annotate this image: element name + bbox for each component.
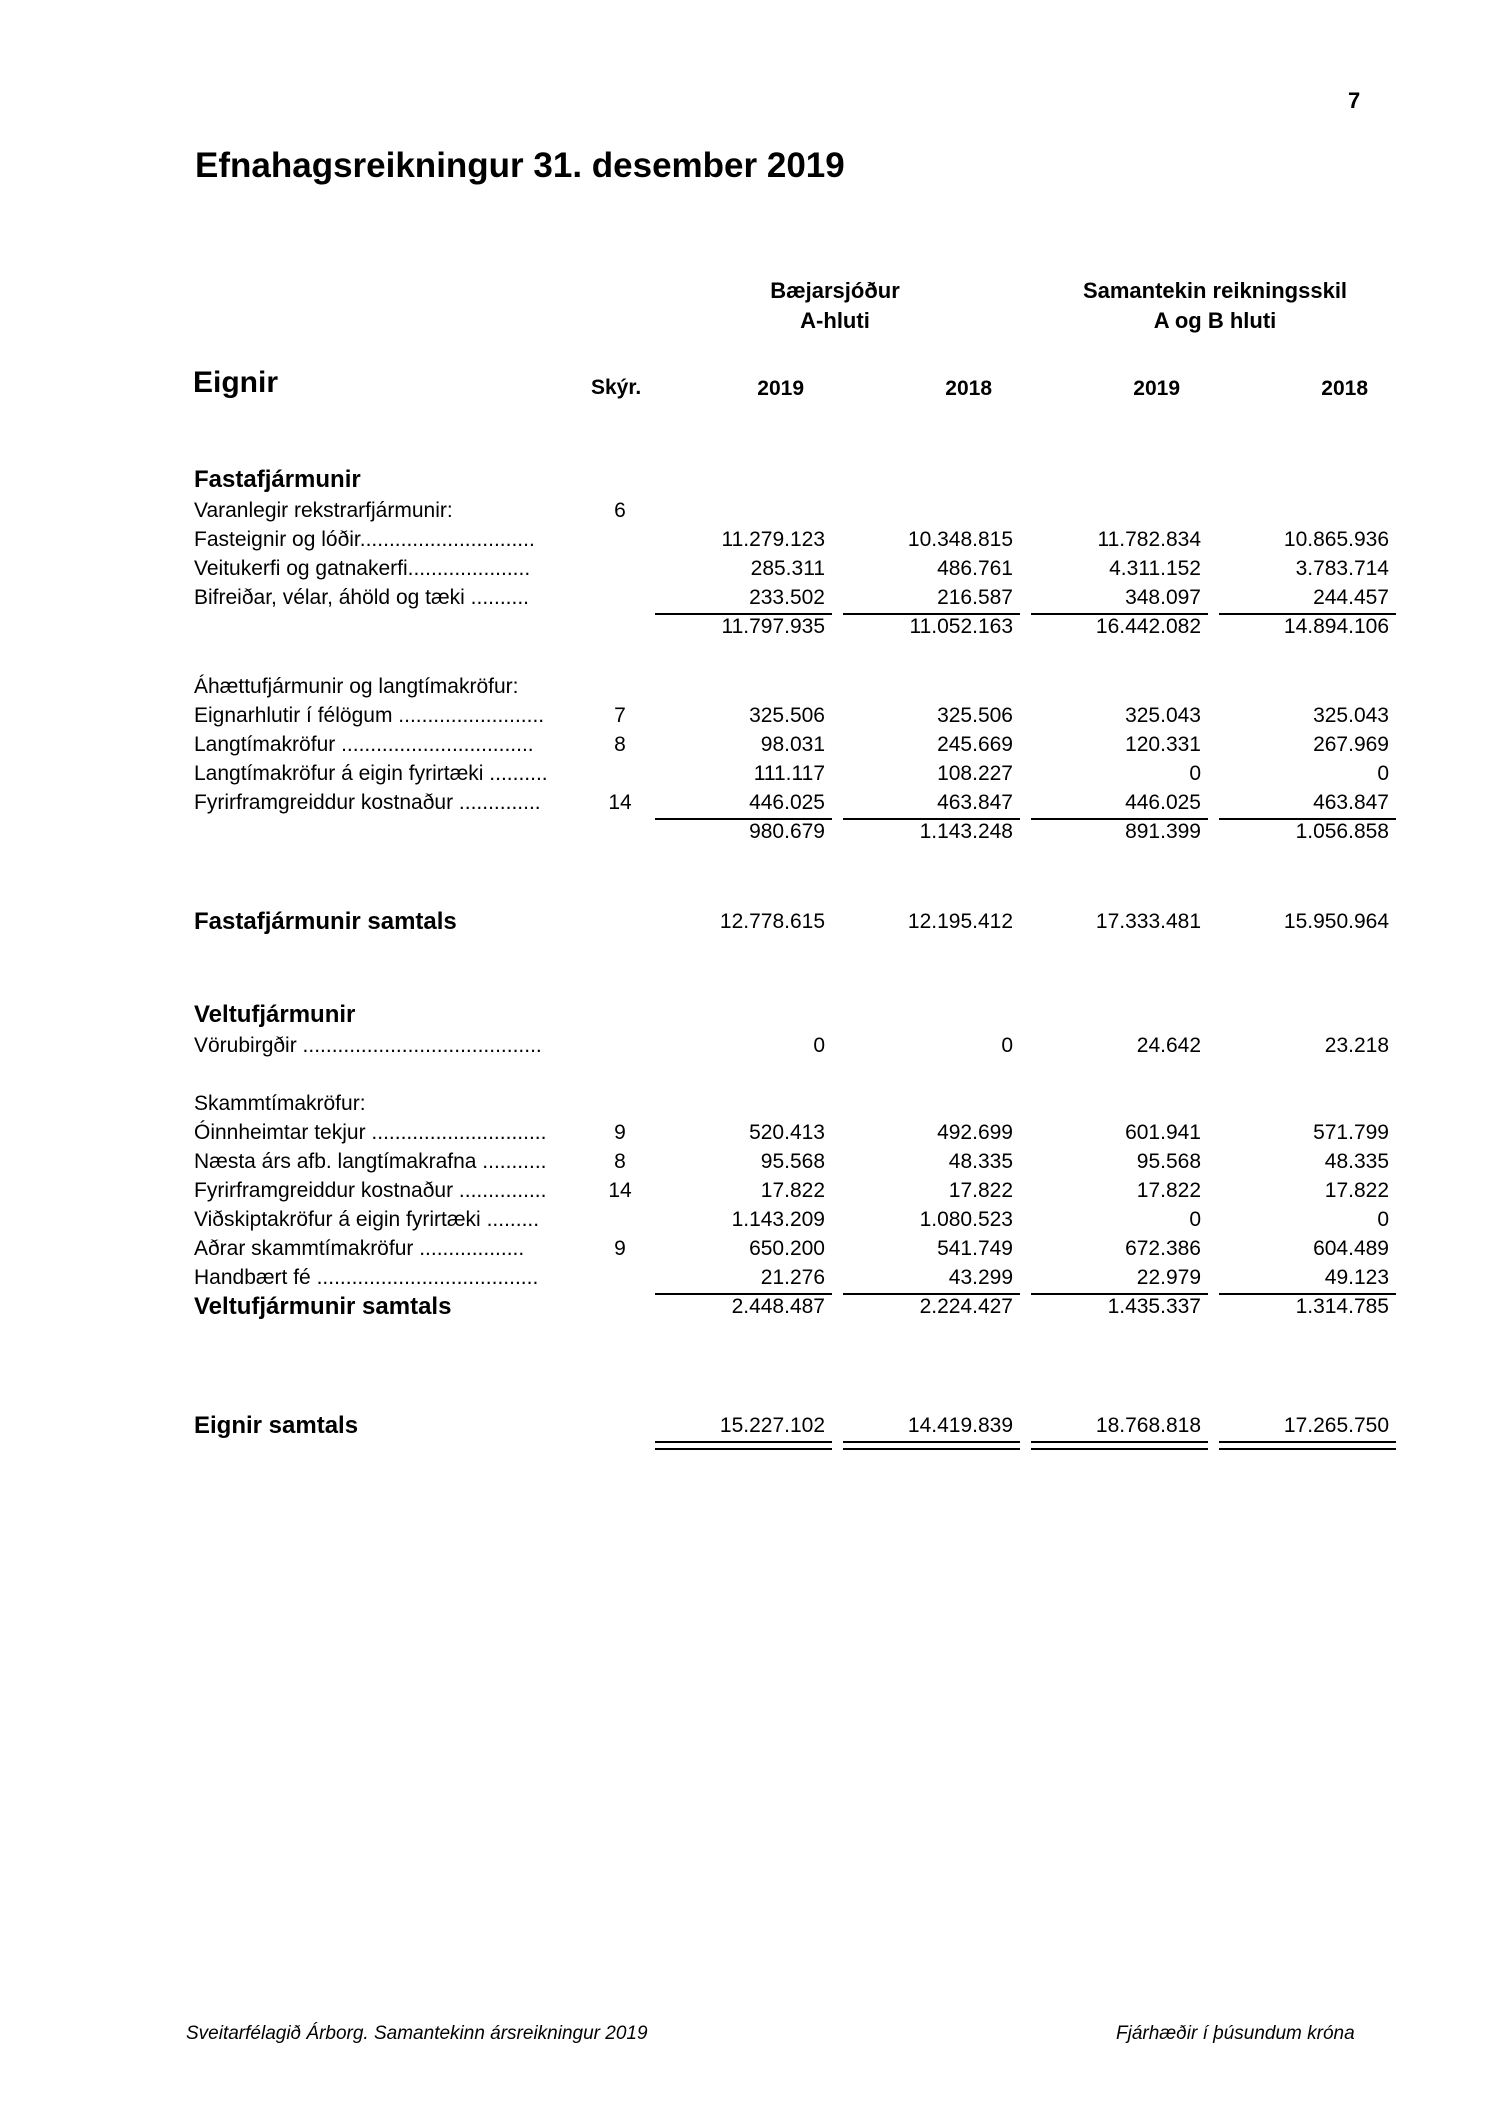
grand-total-label: Eignir samtals [194, 1412, 359, 1439]
subtotal-b-2018: 1.056.858 [1295, 820, 1389, 843]
total-b-2018: 1.314.785 [1295, 1295, 1389, 1318]
value-b-2018: 0 [1377, 1208, 1389, 1231]
value-b-2018: 244.457 [1313, 586, 1389, 609]
value-a-2019: 233.502 [749, 586, 825, 609]
note-ref: 14 [608, 1179, 632, 1202]
value-a-2018: 541.749 [937, 1237, 1013, 1260]
value-a-2019: 0 [813, 1034, 825, 1057]
subtotal-b-2018: 14.894.106 [1283, 615, 1389, 638]
value-b-2019: 325.043 [1125, 704, 1201, 727]
table-row [0, 583, 1500, 612]
value-a-2018: 17.822 [948, 1179, 1013, 1202]
grand-total-b-2018: 17.265.750 [1283, 1414, 1389, 1437]
row-label: Langtímakröfur ................................. [194, 733, 534, 756]
value-a-2018: 486.761 [937, 557, 1013, 580]
value-b-2019: 22.979 [1136, 1266, 1201, 1289]
row-label: Viðskiptakröfur á eigin fyrirtæki ......... [194, 1208, 540, 1231]
note-ref: 9 [614, 1237, 626, 1260]
total-row [0, 1292, 1500, 1321]
table-row [0, 554, 1500, 583]
value-b-2018: 571.799 [1313, 1121, 1389, 1144]
row-label: Veitukerfi og gatnakerfi..................... [194, 557, 531, 580]
value-b-2018: 3.783.714 [1295, 557, 1389, 580]
section-heading-row [0, 1000, 1500, 1029]
grand-total-row [0, 1411, 1500, 1440]
row-label: Fyrirframgreiddur kostnaður .............. [194, 791, 541, 814]
value-b-2019: 0 [1189, 762, 1201, 785]
value-b-2018: 267.969 [1313, 733, 1389, 756]
value-a-2019: 95.568 [760, 1150, 825, 1173]
year-header-b-2019: 2019 [1133, 377, 1180, 400]
double-rule [843, 1441, 1020, 1450]
value-a-2018: 48.335 [948, 1150, 1013, 1173]
value-a-2018: 325.506 [937, 704, 1013, 727]
total-a-2018: 12.195.412 [907, 910, 1013, 933]
table-row [0, 701, 1500, 730]
total-b-2019: 17.333.481 [1095, 910, 1201, 933]
subtotal-a-2019: 980.679 [749, 820, 825, 843]
row-label: Aðrar skammtímakröfur .................. [194, 1237, 525, 1260]
note-ref: 8 [614, 1150, 626, 1173]
value-b-2019: 11.782.834 [1097, 528, 1201, 551]
value-b-2018: 463.847 [1313, 791, 1389, 814]
value-b-2018: 48.335 [1324, 1150, 1389, 1173]
table-row [0, 1263, 1500, 1292]
value-b-2019: 95.568 [1136, 1150, 1201, 1173]
group-b-line1: Samantekin reikningsskil [1082, 278, 1348, 303]
value-a-2018: 492.699 [937, 1121, 1013, 1144]
table-row [0, 1205, 1500, 1234]
double-rule [655, 1441, 832, 1450]
note-ref: 8 [614, 733, 626, 756]
double-rule [1031, 1441, 1208, 1450]
subheading-ahaettufjarmunir: Áhættufjármunir og langtímakröfur: [194, 675, 519, 698]
table-row [0, 1234, 1500, 1263]
value-b-2018: 23.218 [1324, 1034, 1389, 1057]
subheading-row [0, 1089, 1500, 1118]
table-row [0, 1176, 1500, 1205]
value-a-2018: 463.847 [937, 791, 1013, 814]
group-heading-a [700, 276, 970, 336]
section-heading-row [0, 465, 1500, 494]
group-a-line1: Bæjarsjóður [770, 278, 900, 303]
value-b-2019: 24.642 [1136, 1034, 1201, 1057]
note-ref: 6 [614, 499, 626, 522]
subtotal-a-2019: 11.797.935 [721, 615, 825, 638]
table-row [0, 525, 1500, 554]
grand-total-a-2018: 14.419.839 [907, 1414, 1013, 1437]
row-label: Óinnheimtar tekjur .............................. [194, 1121, 547, 1144]
year-header-a-2018: 2018 [945, 377, 992, 400]
year-header-b-2018: 2018 [1321, 377, 1368, 400]
subheading-row [0, 672, 1500, 701]
note-ref: 7 [614, 704, 626, 727]
value-b-2019: 672.386 [1125, 1237, 1201, 1260]
row-label: Fyrirframgreiddur kostnaður ............... [194, 1179, 547, 1202]
value-a-2019: 650.200 [749, 1237, 825, 1260]
page-title: Efnahagsreikningur 31. desember 2019 [195, 146, 845, 185]
value-b-2018: 0 [1377, 762, 1389, 785]
subheading-row [0, 496, 1500, 525]
note-ref: 9 [614, 1121, 626, 1144]
value-b-2019: 17.822 [1136, 1179, 1201, 1202]
value-b-2019: 0 [1189, 1208, 1201, 1231]
row-label: Eignarhlutir í félögum ......................... [194, 704, 545, 727]
value-b-2019: 601.941 [1125, 1121, 1201, 1144]
total-row [0, 907, 1500, 936]
value-a-2018: 1.080.523 [919, 1208, 1013, 1231]
total-a-2018: 2.224.427 [919, 1295, 1013, 1318]
table-row [0, 759, 1500, 788]
row-label: Næsta árs afb. langtímakrafna ........... [194, 1150, 547, 1173]
value-a-2019: 21.276 [760, 1266, 825, 1289]
section-heading-fastafjarmunir: Fastafjármunir [194, 466, 361, 493]
note-ref: 14 [608, 791, 632, 814]
value-a-2019: 11.279.123 [721, 528, 825, 551]
footer-left: Sveitarfélagið Árborg. Samantekinn ársreikningur 2019 [186, 2023, 648, 2044]
row-label: Fasteignir og lóðir.............................. [194, 528, 535, 551]
page-number: 7 [1348, 88, 1361, 113]
value-a-2018: 43.299 [948, 1266, 1013, 1289]
value-b-2018: 604.489 [1313, 1237, 1389, 1260]
total-b-2018: 15.950.964 [1283, 910, 1389, 933]
section-heading-veltufjarmunir: Veltufjármunir [194, 1001, 356, 1028]
footer-right: Fjárhæðir í þúsundum króna [1116, 2023, 1355, 2044]
value-a-2019: 520.413 [749, 1121, 825, 1144]
table-row [0, 730, 1500, 759]
value-b-2019: 348.097 [1125, 586, 1201, 609]
section-heading-eignir: Eignir [193, 366, 279, 399]
total-a-2019: 2.448.487 [731, 1295, 825, 1318]
value-a-2019: 98.031 [760, 733, 825, 756]
value-a-2018: 0 [1001, 1034, 1013, 1057]
subtotal-b-2019: 891.399 [1125, 820, 1201, 843]
subheading-varanlegir: Varanlegir rekstrarfjármunir: [194, 499, 453, 522]
table-row [0, 1147, 1500, 1176]
group-heading-b [1045, 276, 1385, 336]
group-b-line2: A og B hluti [1153, 308, 1277, 333]
subtotal-a-2018: 11.052.163 [909, 615, 1013, 638]
value-b-2019: 446.025 [1125, 791, 1201, 814]
year-header-a-2019: 2019 [757, 377, 804, 400]
value-a-2019: 285.311 [750, 557, 825, 580]
table-row [0, 788, 1500, 817]
row-label: Vörubirgðir ......................................... [194, 1034, 542, 1057]
grand-total-a-2019: 15.227.102 [719, 1414, 825, 1437]
total-label-fastafjarmunir: Fastafjármunir samtals [194, 908, 457, 935]
total-label-veltufjarmunir: Veltufjármunir samtals [194, 1293, 452, 1320]
value-a-2019: 17.822 [760, 1179, 825, 1202]
value-a-2019: 1.143.209 [731, 1208, 825, 1231]
group-a-line2: A-hluti [800, 308, 870, 333]
value-b-2018: 325.043 [1313, 704, 1389, 727]
subtotal-row [0, 612, 1500, 641]
table-row [0, 1118, 1500, 1147]
value-a-2018: 108.227 [937, 762, 1013, 785]
row-label: Bifreiðar, vélar, áhöld og tæki .......... [194, 586, 530, 609]
value-b-2018: 10.865.936 [1283, 528, 1389, 551]
subtotal-row [0, 817, 1500, 846]
value-b-2019: 4.311.152 [1109, 557, 1201, 580]
value-a-2019: 111.117 [753, 762, 825, 785]
note-column-header: Skýr. [591, 376, 642, 399]
value-a-2019: 446.025 [749, 791, 825, 814]
double-rule [1219, 1441, 1396, 1450]
total-b-2019: 1.435.337 [1107, 1295, 1201, 1318]
value-b-2019: 120.331 [1125, 733, 1201, 756]
value-b-2018: 49.123 [1324, 1266, 1389, 1289]
subtotal-b-2019: 16.442.082 [1095, 615, 1201, 638]
value-a-2018: 245.669 [937, 733, 1013, 756]
row-label: Langtímakröfur á eigin fyrirtæki .......... [194, 762, 548, 785]
value-a-2018: 216.587 [937, 586, 1013, 609]
grand-total-b-2019: 18.768.818 [1095, 1414, 1201, 1437]
value-a-2018: 10.348.815 [907, 528, 1013, 551]
subtotal-a-2018: 1.143.248 [919, 820, 1013, 843]
row-label: Handbært fé ...................................... [194, 1266, 539, 1289]
value-a-2019: 325.506 [749, 704, 825, 727]
total-a-2019: 12.778.615 [719, 910, 825, 933]
value-b-2018: 17.822 [1324, 1179, 1389, 1202]
subheading-skammtimakrofur: Skammtímakröfur: [194, 1092, 366, 1115]
table-row [0, 1031, 1500, 1060]
